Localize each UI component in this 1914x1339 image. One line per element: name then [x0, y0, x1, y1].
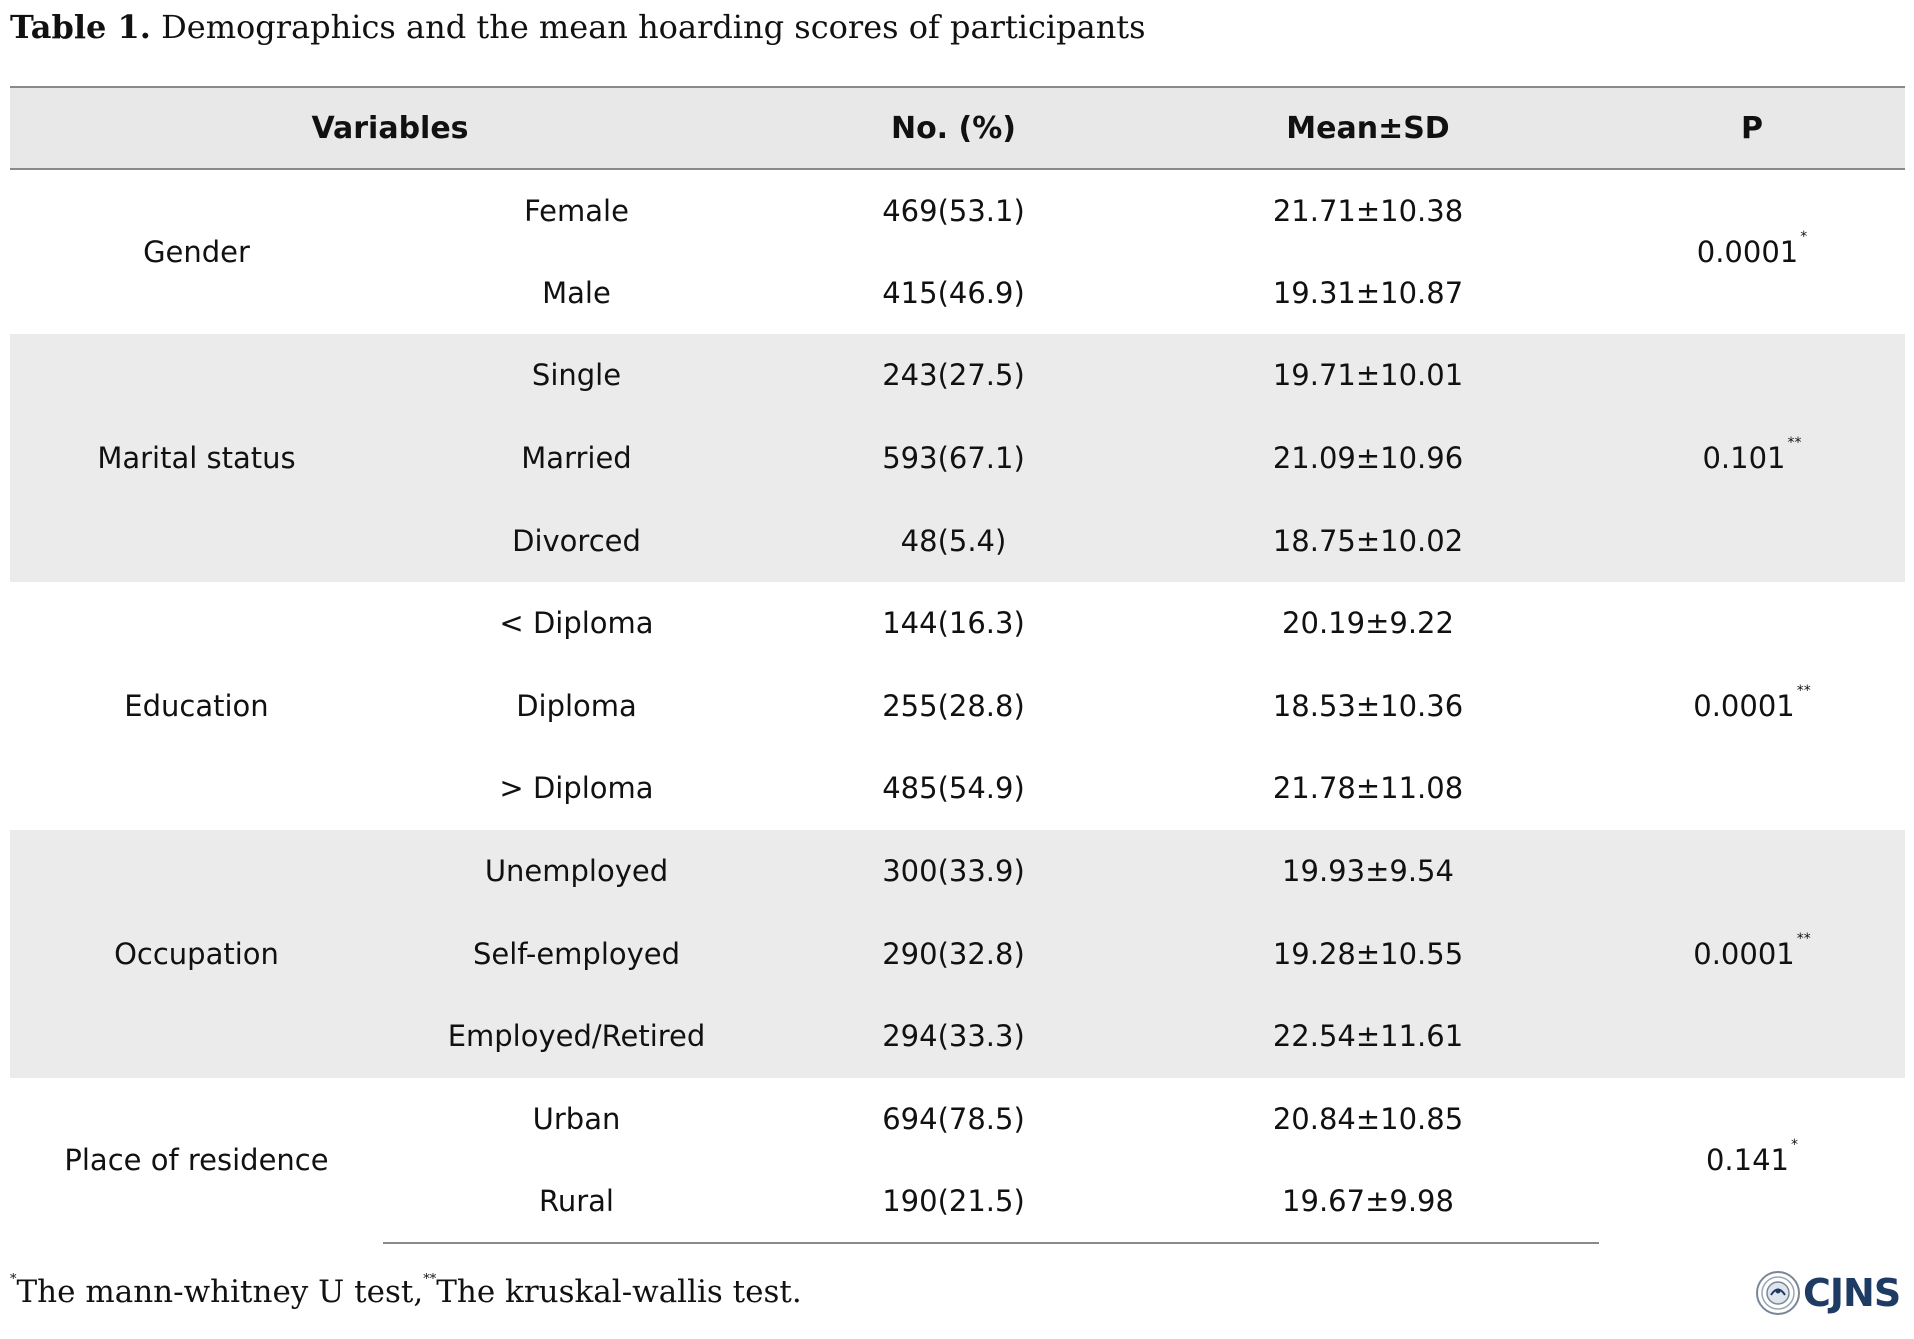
table-caption — [10, 8, 1146, 46]
category-cell: Divorced — [383, 499, 770, 582]
category-cell: Employed/Retired — [383, 995, 770, 1078]
footnote-mark: ** — [423, 1272, 437, 1287]
demographics-table — [10, 86, 1905, 1244]
mean-cell: 18.53±10.36 — [1272, 688, 1464, 723]
count-cell: 243(27.5) — [770, 334, 1137, 417]
mean-cell: 19.31±10.87 — [1272, 275, 1464, 310]
footnote-mark: * — [10, 1272, 17, 1287]
category-cell: Urban — [532, 1101, 621, 1136]
category-cell: Diploma — [516, 688, 637, 723]
mean-cell: 19.93±9.54 — [1137, 830, 1599, 913]
p-value-education — [1599, 582, 1905, 830]
table-row — [10, 830, 1905, 913]
category-cell: Unemployed — [383, 830, 770, 913]
p-value: 0.0001 — [1696, 235, 1799, 270]
mean-cell: 19.71±10.01 — [1137, 334, 1599, 417]
mean-cell: 22.54±11.61 — [1137, 995, 1599, 1078]
p-mark: * — [1791, 1137, 1799, 1154]
count-cell: 593(67.1) — [770, 417, 1137, 500]
category-cell: < Diploma — [499, 606, 654, 641]
table-row — [10, 582, 1905, 665]
header-count: No. (%) — [770, 87, 1137, 169]
header-variables: Variables — [10, 87, 770, 169]
p-value-residence — [1599, 1078, 1905, 1243]
category-cell: Rural — [383, 1160, 770, 1243]
mean-cell: 21.78±11.08 — [1272, 771, 1464, 806]
mean-cell: 20.19±9.22 — [1282, 606, 1454, 641]
count-cell: 469(53.1) — [882, 193, 1025, 228]
mean-cell: 19.67±9.98 — [1137, 1160, 1599, 1243]
header-mean: Mean±SD — [1137, 87, 1599, 169]
table-row — [10, 169, 1905, 252]
count-cell: 144(16.3) — [882, 606, 1025, 641]
p-value: 0.141 — [1705, 1143, 1790, 1178]
group-education: Education — [124, 688, 269, 723]
footnote-text: The kruskal-wallis test. — [436, 1274, 802, 1310]
p-value: 0.101 — [1702, 441, 1786, 476]
mean-cell: 20.84±10.85 — [1272, 1101, 1464, 1136]
category-cell: Female — [524, 193, 629, 228]
count-cell: 190(21.5) — [770, 1160, 1137, 1243]
category-cell: Self-employed — [383, 912, 770, 995]
p-value-gender — [1599, 169, 1905, 334]
p-mark: ** — [1787, 435, 1802, 452]
mean-cell: 21.71±10.38 — [1272, 193, 1464, 228]
group-gender: Gender — [143, 235, 250, 270]
group-place-of-residence: Place of residence — [64, 1143, 329, 1178]
journal-emblem-icon — [1755, 1270, 1801, 1316]
count-cell: 694(78.5) — [882, 1101, 1025, 1136]
count-cell: 48(5.4) — [770, 499, 1137, 582]
count-cell: 485(54.9) — [882, 771, 1025, 806]
p-value: 0.0001 — [1693, 688, 1795, 723]
group-marital-status: Marital status — [10, 334, 383, 582]
p-value-marital — [1599, 334, 1905, 582]
p-mark: ** — [1796, 930, 1811, 947]
journal-logo — [1755, 1268, 1900, 1318]
category-cell: > Diploma — [499, 771, 654, 806]
header-p: P — [1599, 87, 1905, 169]
count-cell: 290(32.8) — [770, 912, 1137, 995]
category-cell: Married — [383, 417, 770, 500]
count-cell: 294(33.3) — [770, 995, 1137, 1078]
table-header-row — [10, 87, 1905, 169]
category-cell: Male — [542, 275, 611, 310]
table-row — [10, 1078, 1905, 1161]
count-cell: 300(33.9) — [770, 830, 1137, 913]
caption-label: Table 1. — [10, 8, 151, 46]
p-value: 0.0001 — [1693, 936, 1795, 971]
mean-cell: 18.75±10.02 — [1137, 499, 1599, 582]
category-cell: Single — [383, 334, 770, 417]
count-cell: 415(46.9) — [882, 275, 1025, 310]
table-row — [10, 334, 1905, 417]
mean-cell: 19.28±10.55 — [1137, 912, 1599, 995]
count-cell: 255(28.8) — [882, 688, 1025, 723]
p-mark: ** — [1796, 682, 1811, 699]
table-footnote — [10, 1274, 802, 1310]
p-mark: * — [1800, 229, 1808, 246]
logo-text: CJNS — [1803, 1271, 1901, 1315]
footnote-text: The mann-whitney U test, — [16, 1274, 424, 1310]
group-occupation: Occupation — [10, 830, 383, 1078]
p-value-occupation — [1599, 830, 1905, 1078]
caption-text: Demographics and the mean hoarding scores of participants — [150, 8, 1146, 46]
mean-cell: 21.09±10.96 — [1137, 417, 1599, 500]
